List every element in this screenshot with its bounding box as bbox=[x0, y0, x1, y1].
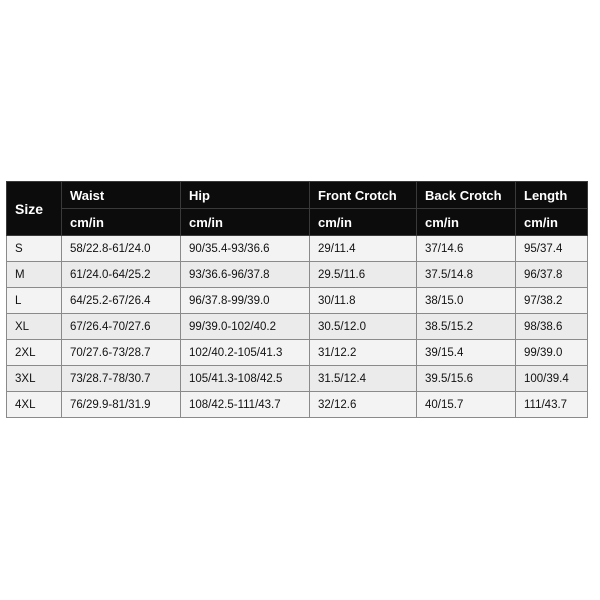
size-cell: L bbox=[7, 288, 62, 314]
back-crotch-column-header: Back Crotch bbox=[417, 182, 516, 209]
length-cell: 96/37.8 bbox=[516, 262, 588, 288]
table-header bbox=[7, 182, 588, 236]
table-body bbox=[7, 236, 588, 418]
size-cell: XL bbox=[7, 314, 62, 340]
front-crotch-cell: 29/11.4 bbox=[310, 236, 417, 262]
waist-column-header: Waist bbox=[62, 182, 181, 209]
waist-cell: 64/25.2-67/26.4 bbox=[62, 288, 181, 314]
waist-cell: 58/22.8-61/24.0 bbox=[62, 236, 181, 262]
hip-cell: 90/35.4-93/36.6 bbox=[181, 236, 310, 262]
length-cell: 100/39.4 bbox=[516, 366, 588, 392]
waist-cell: 67/26.4-70/27.6 bbox=[62, 314, 181, 340]
front-crotch-cell: 29.5/11.6 bbox=[310, 262, 417, 288]
waist-cell: 70/27.6-73/28.7 bbox=[62, 340, 181, 366]
hip-cell: 96/37.8-99/39.0 bbox=[181, 288, 310, 314]
table-row bbox=[7, 262, 588, 288]
length-cell: 97/38.2 bbox=[516, 288, 588, 314]
back-crotch-cell: 37/14.6 bbox=[417, 236, 516, 262]
size-chart-table bbox=[6, 181, 588, 418]
length-unit-label: cm/in bbox=[516, 209, 588, 236]
waist-cell: 73/28.7-78/30.7 bbox=[62, 366, 181, 392]
front-crotch-cell: 31/12.2 bbox=[310, 340, 417, 366]
front-crotch-cell: 31.5/12.4 bbox=[310, 366, 417, 392]
back-crotch-cell: 38/15.0 bbox=[417, 288, 516, 314]
back-crotch-cell: 40/15.7 bbox=[417, 392, 516, 418]
hip-unit-label: cm/in bbox=[181, 209, 310, 236]
header-row-units bbox=[7, 209, 588, 236]
table-row bbox=[7, 392, 588, 418]
front-crotch-cell: 30.5/12.0 bbox=[310, 314, 417, 340]
back-crotch-cell: 38.5/15.2 bbox=[417, 314, 516, 340]
hip-column-header: Hip bbox=[181, 182, 310, 209]
hip-cell: 102/40.2-105/41.3 bbox=[181, 340, 310, 366]
front-crotch-column-header: Front Crotch bbox=[310, 182, 417, 209]
size-cell: S bbox=[7, 236, 62, 262]
back-crotch-unit-label: cm/in bbox=[417, 209, 516, 236]
table-row bbox=[7, 366, 588, 392]
back-crotch-cell: 39/15.4 bbox=[417, 340, 516, 366]
header-row-labels bbox=[7, 182, 588, 209]
front-crotch-cell: 30/11.8 bbox=[310, 288, 417, 314]
table-row bbox=[7, 314, 588, 340]
size-cell: 2XL bbox=[7, 340, 62, 366]
length-cell: 111/43.7 bbox=[516, 392, 588, 418]
waist-cell: 61/24.0-64/25.2 bbox=[62, 262, 181, 288]
front-crotch-unit-label: cm/in bbox=[310, 209, 417, 236]
waist-cell: 76/29.9-81/31.9 bbox=[62, 392, 181, 418]
table-row bbox=[7, 288, 588, 314]
size-cell: M bbox=[7, 262, 62, 288]
length-cell: 98/38.6 bbox=[516, 314, 588, 340]
front-crotch-cell: 32/12.6 bbox=[310, 392, 417, 418]
waist-unit-label: cm/in bbox=[62, 209, 181, 236]
hip-cell: 108/42.5-111/43.7 bbox=[181, 392, 310, 418]
table-row bbox=[7, 340, 588, 366]
hip-cell: 99/39.0-102/40.2 bbox=[181, 314, 310, 340]
length-column-header: Length bbox=[516, 182, 588, 209]
size-column-header: Size bbox=[7, 182, 62, 236]
size-cell: 3XL bbox=[7, 366, 62, 392]
length-cell: 99/39.0 bbox=[516, 340, 588, 366]
back-crotch-cell: 37.5/14.8 bbox=[417, 262, 516, 288]
table-row bbox=[7, 236, 588, 262]
back-crotch-cell: 39.5/15.6 bbox=[417, 366, 516, 392]
length-cell: 95/37.4 bbox=[516, 236, 588, 262]
size-cell: 4XL bbox=[7, 392, 62, 418]
hip-cell: 93/36.6-96/37.8 bbox=[181, 262, 310, 288]
hip-cell: 105/41.3-108/42.5 bbox=[181, 366, 310, 392]
